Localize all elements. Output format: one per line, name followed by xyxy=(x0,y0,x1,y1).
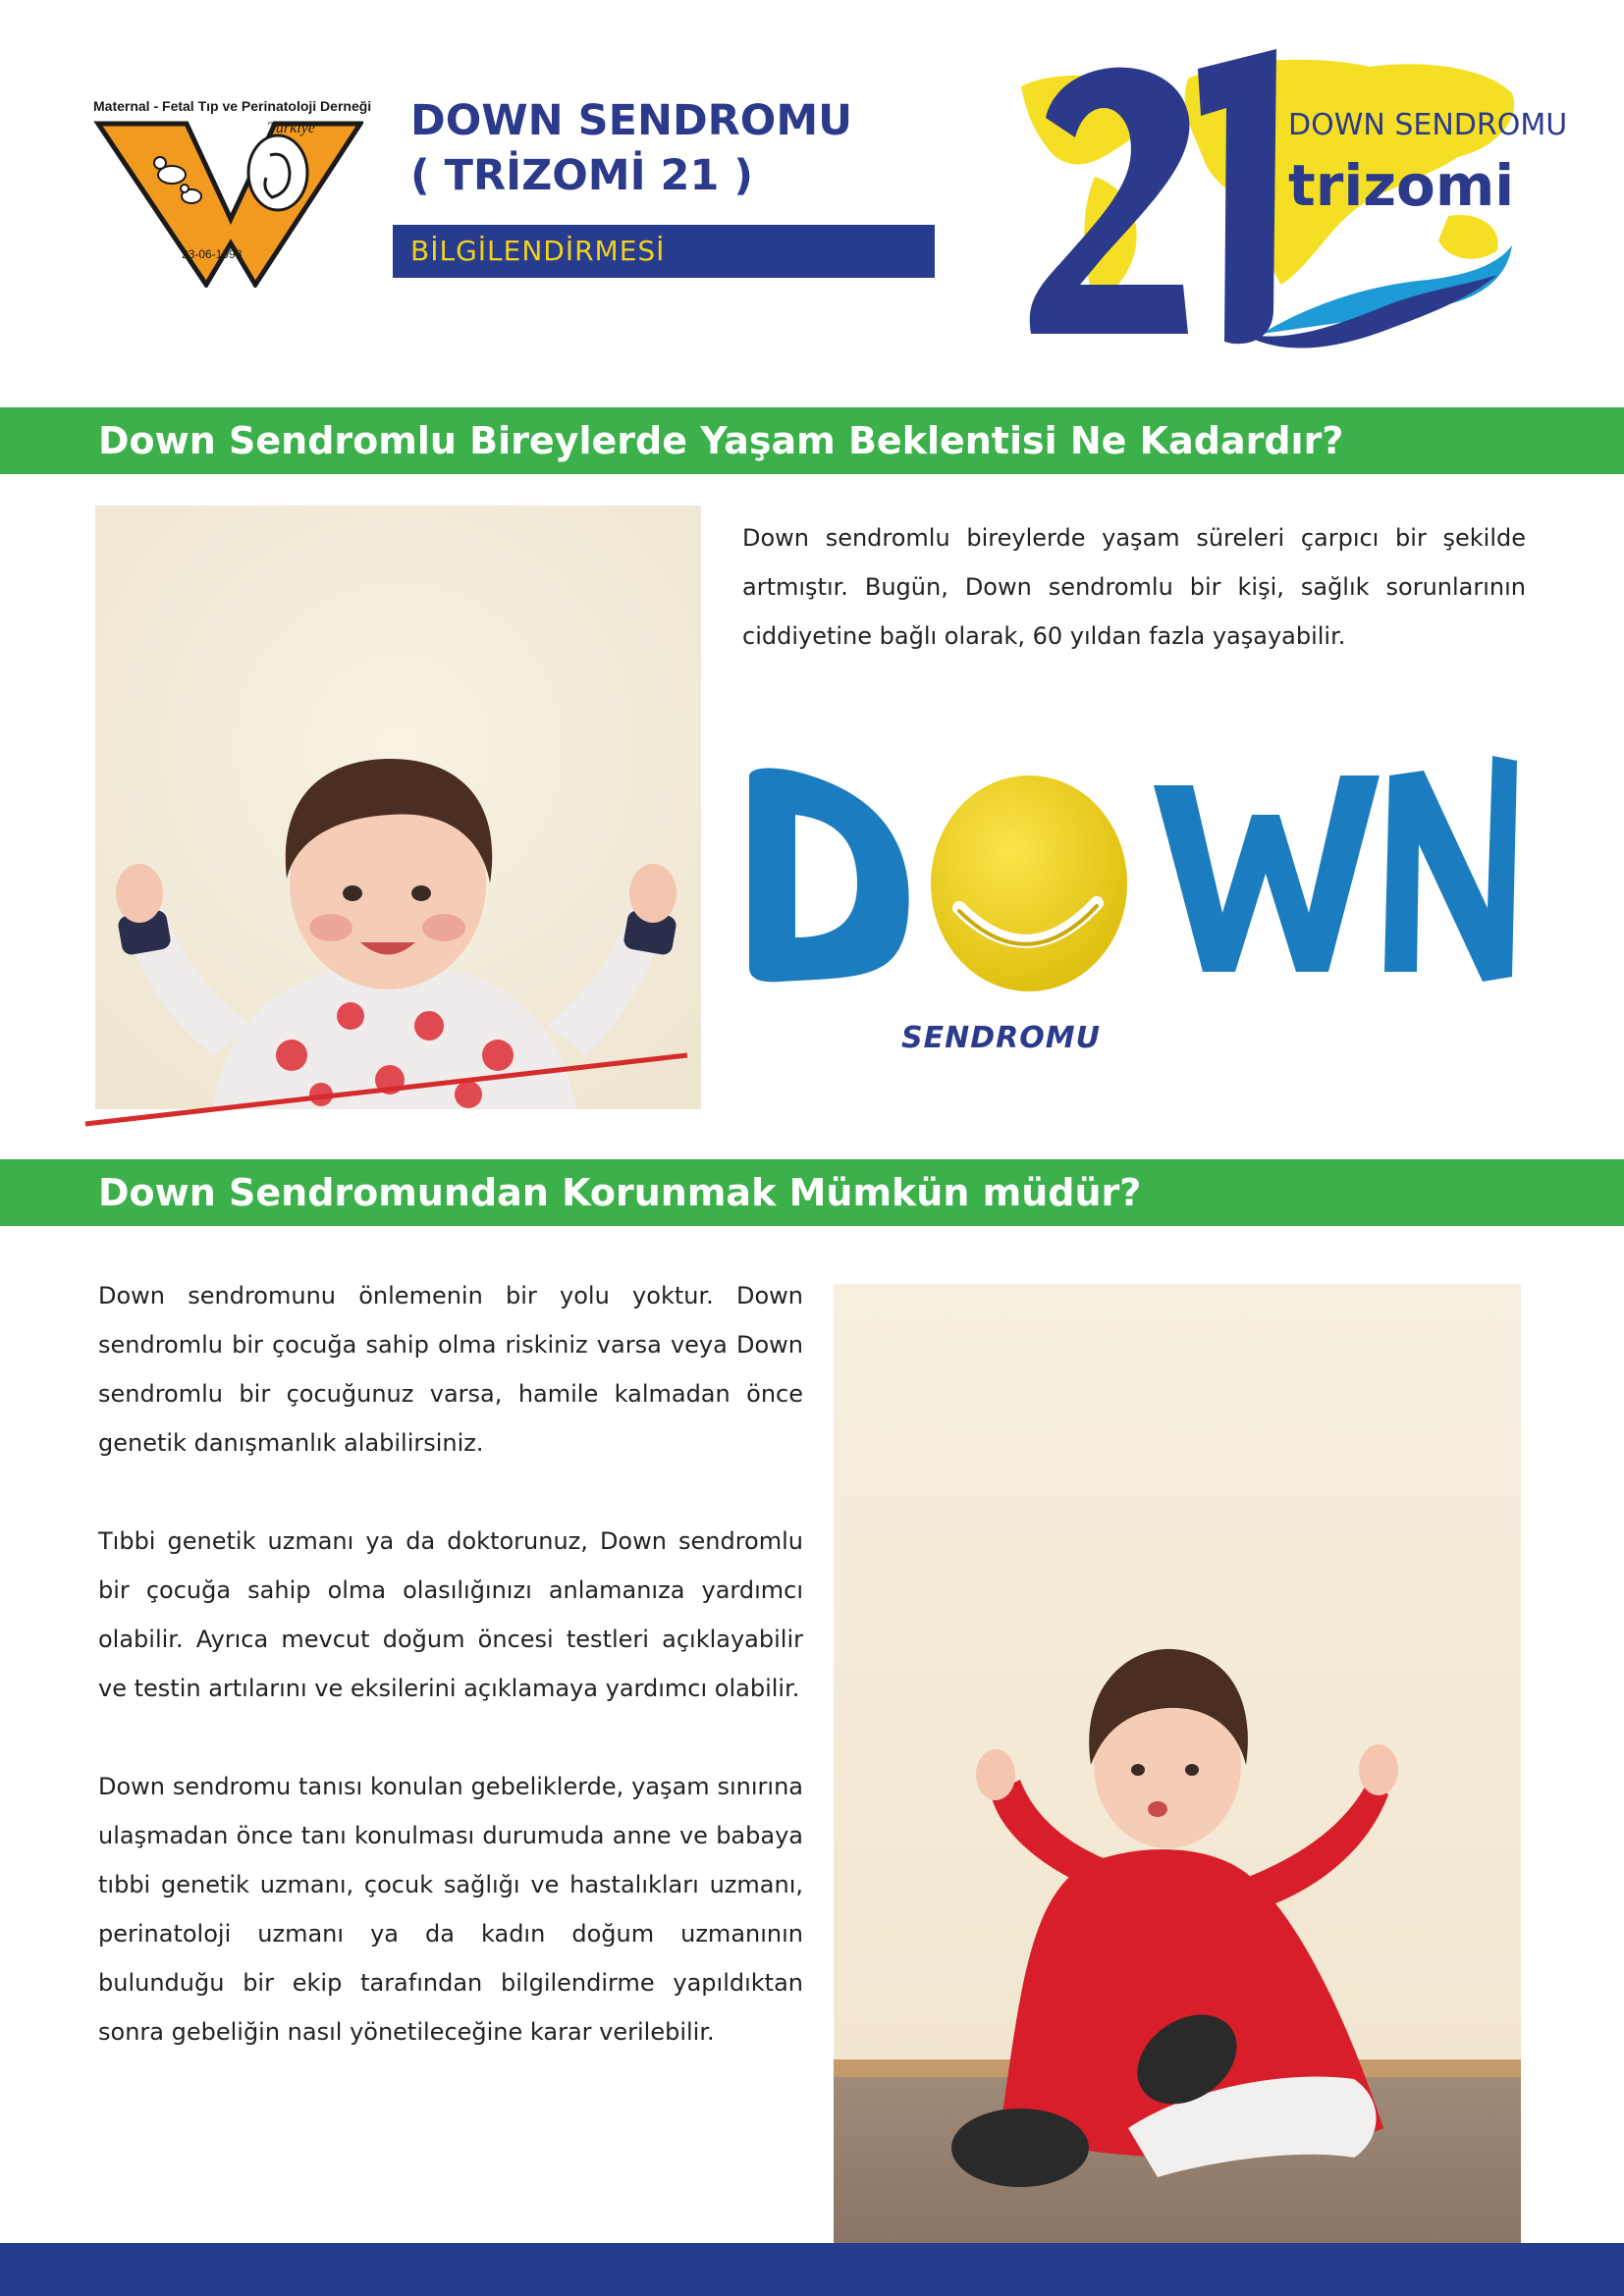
child-photo-1 xyxy=(95,506,701,1109)
page-title-line-1: DOWN SENDROMU xyxy=(410,96,853,145)
campaign-label: DOWN SENDROMU xyxy=(1288,108,1568,142)
section-2-paragraph-1: Down sendromunu önlemenin bir yolu yoktur. Down sendromlu bir çocuğa sahip olma riskiniz varsa veya Down sendromlu bir çocuğunuz varsa, hamile kalmadan önce genetik danışmanlık alabilirsiniz. xyxy=(98,1282,803,1457)
subtitle: BİLGİLENDİRMESİ xyxy=(410,235,666,267)
section-2-text xyxy=(98,1271,803,2056)
red-accent-line xyxy=(83,1050,702,1129)
page-title-line-2: ( TRİZOMİ 21 ) xyxy=(410,151,754,200)
down-syndrome-logo xyxy=(741,746,1527,1060)
section-1-paragraph: Down sendromlu bireylerde yaşam süreleri çarpıcı bir şekilde artmıştır. Bugün, Down sendromlu bir kişi, sağlık sorunlarının ciddiyetine bağlı olarak, 60 yıldan fazla yaşayabilir. xyxy=(742,524,1526,650)
campaign-word: trizomi xyxy=(1288,152,1515,219)
footer-bar xyxy=(0,2243,1624,2296)
association-name: Maternal - Fetal Tıp ve Perinatoloji Derneği xyxy=(93,98,372,114)
section-1-title: Down Sendromlu Bireylerde Yaşam Beklentisi Ne Kadardır? xyxy=(98,419,1344,462)
section-2-title: Down Sendromundan Korunmak Mümkün müdür? xyxy=(98,1171,1142,1214)
section-2-paragraph-3: Down sendromu tanısı konulan gebeliklerde, yaşam sınırına ulaşmadan önce tanı konulması durumuda anne ve babaya tıbbi genetik uzmanı, çocuk sağlığı ve hastalıkları uzmanı, perinatoloji uzmanı ya da kadın doğum uzmanının bulunduğu bir ekip tarafından bilgilendirme yapıldıktan sonra gebeliğin nasıl yönetileceğine karar verilebilir. xyxy=(98,1773,803,2046)
child-photo-2 xyxy=(834,1284,1521,2243)
association-date: 23-06-1998 xyxy=(182,247,243,261)
section-2-paragraph-2: Tıbbi genetik uzmanı ya da doktorunuz, Down sendromlu bir çocuğa sahip olma olasılığınızı anlamanıza yardımcı olabilir. Ayrıca mevcut doğum öncesi testleri açıklayabilir ve testin artılarını ve eksilerini açıklamaya yardımcı olabilir. xyxy=(98,1527,803,1702)
association-country: Türkiye xyxy=(267,120,315,136)
page-title xyxy=(410,93,921,203)
down-logo-subtitle: SENDROMU xyxy=(901,1021,1101,1055)
